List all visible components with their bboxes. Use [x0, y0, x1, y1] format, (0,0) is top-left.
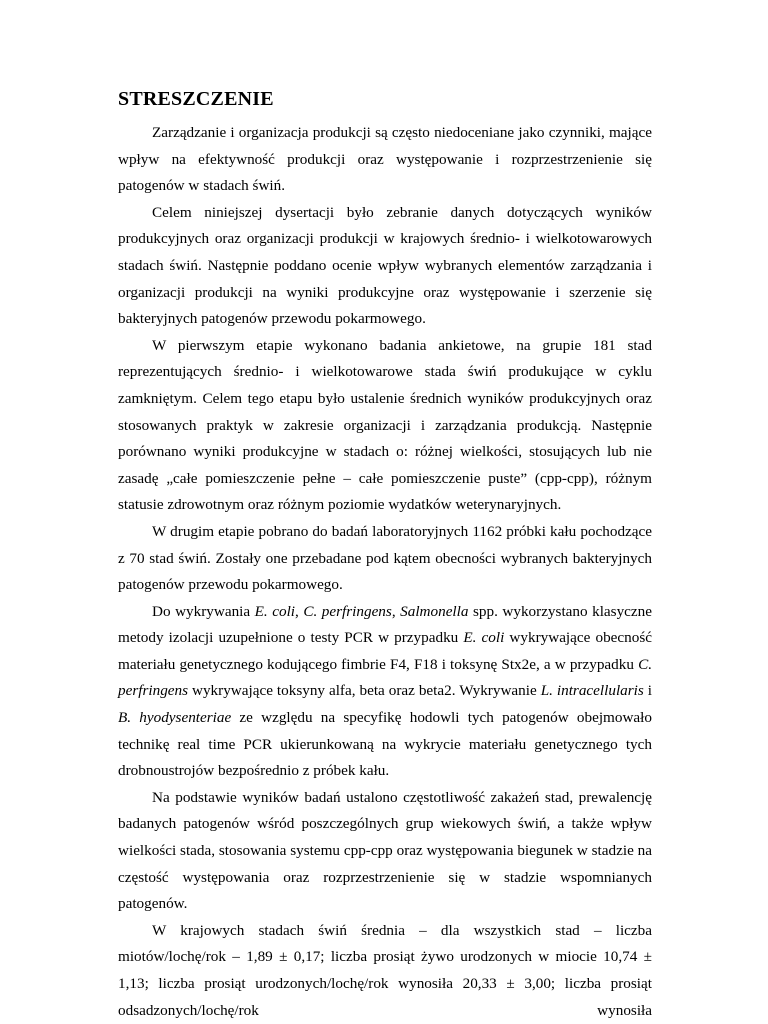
text-run: W krajowych stadach świń średnia – dla wszystkich stad – liczba miotów/lochę/rok – 1,89 ± 0,17; liczba prosiąt żywo urodzonych w miocie 10,74 ± 1,13; liczba prosiąt urodzonych/lochę/rok wynosiła 20,33 ± 3,00; liczba prosiąt odsadzonych/lochę/rok wynosiła — [118, 921, 652, 1019]
paragraph — [118, 200, 652, 333]
species-name: C. perfringens — [118, 655, 652, 700]
text-run: Zarządzanie i organizacja produkcji są często niedoceniane jako czynniki, mające wpływ na efektywność produkcji oraz występowanie i rozprzestrzenienie się patogenów w stadach świń. — [118, 124, 652, 195]
text-run: Do wykrywania — [152, 602, 255, 620]
paragraph — [118, 120, 652, 200]
text-run: spp. wykorzystano klasyczne metody izolacji uzupełnione o testy PCR w przypadku — [118, 602, 652, 647]
text-run: ze względu na specyfikę hodowli tych patogenów obejmowało technikę real time PCR ukierunkowaną na wykrycie materiału genetycznego tych drobnoustrojów bezpośrednio z próbek kału. — [118, 709, 652, 780]
paragraph — [118, 785, 652, 918]
paragraph — [118, 918, 652, 1024]
paragraph — [118, 333, 652, 519]
text-run: i — [643, 682, 652, 700]
species-name: E. coli — [254, 602, 296, 620]
paragraph — [118, 519, 652, 599]
species-name: C. perfringens — [303, 602, 392, 620]
species-name: B. hyodysenteriae — [118, 709, 232, 727]
text-run: W pierwszym etapie wykonano badania ankietowe, na grupie 181 stad reprezentujących średnio- i wielkotowarowe stada świń produkujące w cyklu zamkniętym. Celem tego etapu było ustalenie średnich wyników produkcyjnych oraz stosowanych praktyk w zakresie organizacji i zarządzania produkcją. Następnie porównano wyniki produkcyjne w stadach o: różnej wielkości, stosujących lub nie zasadę „całe pomieszczenie pełne – całe pomieszczenie puste” (cpp-cpp), różnym statusie zdrowotnym oraz różnym poziomie wydatków weterynaryjnych. — [118, 336, 652, 514]
species-name: L. intracellularis — [540, 682, 644, 700]
species-name: Salmonella — [400, 602, 469, 620]
page-title: STRESZCZENIE — [118, 88, 274, 110]
text-run: , — [391, 602, 401, 620]
text-run: wykrywające toksyny alfa, beta oraz beta2. Wykrywanie — [188, 682, 541, 700]
text-run: Celem niniejszej dysertacji było zebranie danych dotyczących wyników produkcyjnych oraz organizacji produkcji w krajowych średnio- i wielkotowarowych stadach świń. Następnie poddano ocenie wpływ wybranych elementów zarządzania i organizacji produkcji na wyniki produkcyjne oraz występowanie i szerzenie się bakteryjnych patogenów przewodu pokarmowego. — [118, 203, 652, 328]
text-run: wykrywające obecność materiału genetycznego kodującego fimbrie F4, F18 i toksynę Stx2e, a w przypadku — [118, 629, 652, 673]
species-name: E. coli — [463, 629, 505, 647]
text-run: W drugim etapie pobrano do badań laboratoryjnych 1162 próbki kału pochodzące z 70 stad świń. Zostały one przebadane pod kątem obecności wybranych bakteryjnych patogenów przewodu pokarmowego. — [118, 522, 652, 594]
abstract-body — [118, 120, 652, 1024]
paragraph — [118, 599, 652, 785]
text-run: Na podstawie wyników badań ustalono częstotliwość zakażeń stad, prewalencję badanych patogenów wśród poszczególnych grup wiekowych świń, a także wpływ wielkości stada, stosowania systemu cpp-cpp oraz występowania biegunek w stadzie na częstość występowania oraz rozprzestrzenienie się w stadzie wspomnianych patogenów. — [118, 788, 652, 913]
text-run: , — [295, 602, 304, 620]
